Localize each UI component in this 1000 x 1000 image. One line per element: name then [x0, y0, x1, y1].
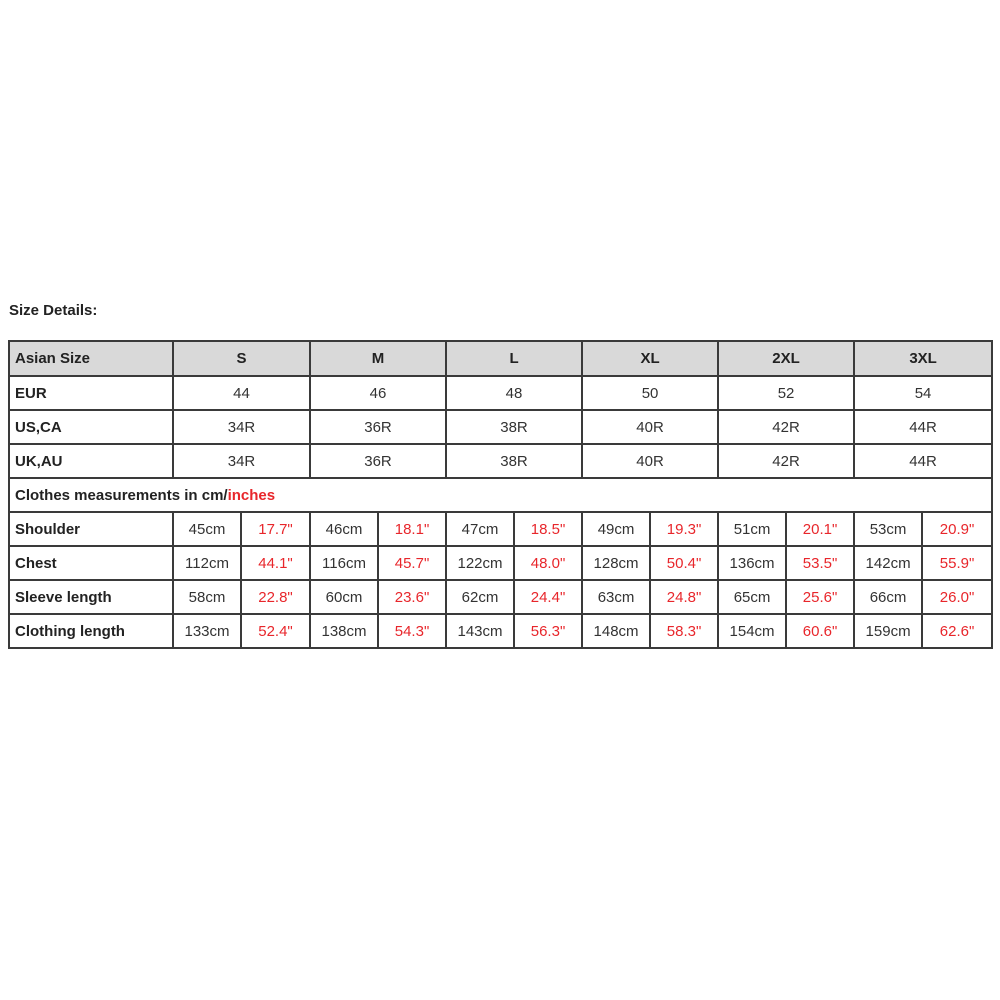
- table-cell: 42R: [718, 444, 854, 478]
- table-cell-cm: 60cm: [310, 580, 378, 614]
- header-row: [9, 341, 992, 376]
- table-cell-inch: 54.3": [378, 614, 446, 648]
- measurement-row-sleeve-length: [9, 580, 992, 614]
- table-cell-cm: 148cm: [582, 614, 650, 648]
- measurements-section-heading: [9, 478, 992, 512]
- table-cell-inch: 20.9": [922, 512, 992, 546]
- table-cell-cm: 138cm: [310, 614, 378, 648]
- table-cell-cm: 136cm: [718, 546, 786, 580]
- size-header-s: S: [173, 341, 310, 376]
- measurement-row-shoulder: [9, 512, 992, 546]
- table-cell-inch: 44.1": [241, 546, 310, 580]
- table-cell-inch: 18.5": [514, 512, 582, 546]
- section-row: [9, 478, 992, 512]
- table-cell: 48: [446, 376, 582, 410]
- table-cell-inch: 60.6": [786, 614, 854, 648]
- row-label: Shoulder: [9, 512, 173, 546]
- section-prefix: Clothes measurements in cm/: [15, 486, 228, 504]
- table-cell-inch: 17.7": [241, 512, 310, 546]
- table-cell: 46: [310, 376, 446, 410]
- table-cell: 36R: [310, 410, 446, 444]
- size-header-xl: XL: [582, 341, 718, 376]
- table-cell-cm: 154cm: [718, 614, 786, 648]
- table-cell-inch: 52.4": [241, 614, 310, 648]
- table-cell-cm: 159cm: [854, 614, 922, 648]
- section-accent: inches: [227, 486, 276, 504]
- table-cell-inch: 62.6": [922, 614, 992, 648]
- table-cell-cm: 142cm: [854, 546, 922, 580]
- table-cell-cm: 133cm: [173, 614, 241, 648]
- table-cell-inch: 24.8": [650, 580, 718, 614]
- table-cell: 38R: [446, 444, 582, 478]
- table-cell-cm: 122cm: [446, 546, 514, 580]
- table-cell: 52: [718, 376, 854, 410]
- row-label: Clothing length: [9, 614, 173, 648]
- table-cell-inch: 25.6": [786, 580, 854, 614]
- table-cell-cm: 116cm: [310, 546, 378, 580]
- conversion-row-us-ca: [9, 410, 992, 444]
- table-cell-cm: 66cm: [854, 580, 922, 614]
- table-cell-cm: 51cm: [718, 512, 786, 546]
- table-cell-cm: 63cm: [582, 580, 650, 614]
- row-label: Chest: [9, 546, 173, 580]
- table-cell: 54: [854, 376, 992, 410]
- table-cell-cm: 112cm: [173, 546, 241, 580]
- table-cell-cm: 62cm: [446, 580, 514, 614]
- measurement-row-chest: [9, 546, 992, 580]
- table-cell-inch: 53.5": [786, 546, 854, 580]
- table-cell-inch: 23.6": [378, 580, 446, 614]
- table-cell: 40R: [582, 444, 718, 478]
- conversion-row-eur: [9, 376, 992, 410]
- table-cell: 44R: [854, 410, 992, 444]
- asian-size-header: Asian Size: [9, 341, 173, 376]
- table-cell-inch: 22.8": [241, 580, 310, 614]
- table-cell-inch: 56.3": [514, 614, 582, 648]
- table-cell-cm: 47cm: [446, 512, 514, 546]
- table-cell: 40R: [582, 410, 718, 444]
- table-cell-inch: 45.7": [378, 546, 446, 580]
- row-label: UK,AU: [9, 444, 173, 478]
- table-cell: 38R: [446, 410, 582, 444]
- table-cell-inch: 19.3": [650, 512, 718, 546]
- measurement-row-clothing-length: [9, 614, 992, 648]
- table-cell: 44R: [854, 444, 992, 478]
- table-cell-inch: 20.1": [786, 512, 854, 546]
- table-cell-cm: 65cm: [718, 580, 786, 614]
- table-cell: 34R: [173, 410, 310, 444]
- table-cell: 36R: [310, 444, 446, 478]
- table-cell-cm: 45cm: [173, 512, 241, 546]
- size-header-3xl: 3XL: [854, 341, 992, 376]
- table-cell-inch: 18.1": [378, 512, 446, 546]
- size-header-2xl: 2XL: [718, 341, 854, 376]
- size-chart-table: [8, 340, 993, 649]
- size-details-title: Size Details:: [9, 302, 98, 319]
- table-cell-inch: 55.9": [922, 546, 992, 580]
- table-cell-cm: 49cm: [582, 512, 650, 546]
- table-cell-cm: 128cm: [582, 546, 650, 580]
- table-cell-cm: 143cm: [446, 614, 514, 648]
- table-cell-inch: 26.0": [922, 580, 992, 614]
- table-cell-inch: 24.4": [514, 580, 582, 614]
- table-cell: 44: [173, 376, 310, 410]
- table-cell-inch: 50.4": [650, 546, 718, 580]
- table-cell: 34R: [173, 444, 310, 478]
- row-label: US,CA: [9, 410, 173, 444]
- table-cell-cm: 58cm: [173, 580, 241, 614]
- size-header-l: L: [446, 341, 582, 376]
- table-cell-cm: 46cm: [310, 512, 378, 546]
- table-cell-inch: 48.0": [514, 546, 582, 580]
- table-cell: 42R: [718, 410, 854, 444]
- row-label: EUR: [9, 376, 173, 410]
- conversion-row-uk-au: [9, 444, 992, 478]
- row-label: Sleeve length: [9, 580, 173, 614]
- table-cell: 50: [582, 376, 718, 410]
- size-header-m: M: [310, 341, 446, 376]
- table-cell-cm: 53cm: [854, 512, 922, 546]
- table-cell-inch: 58.3": [650, 614, 718, 648]
